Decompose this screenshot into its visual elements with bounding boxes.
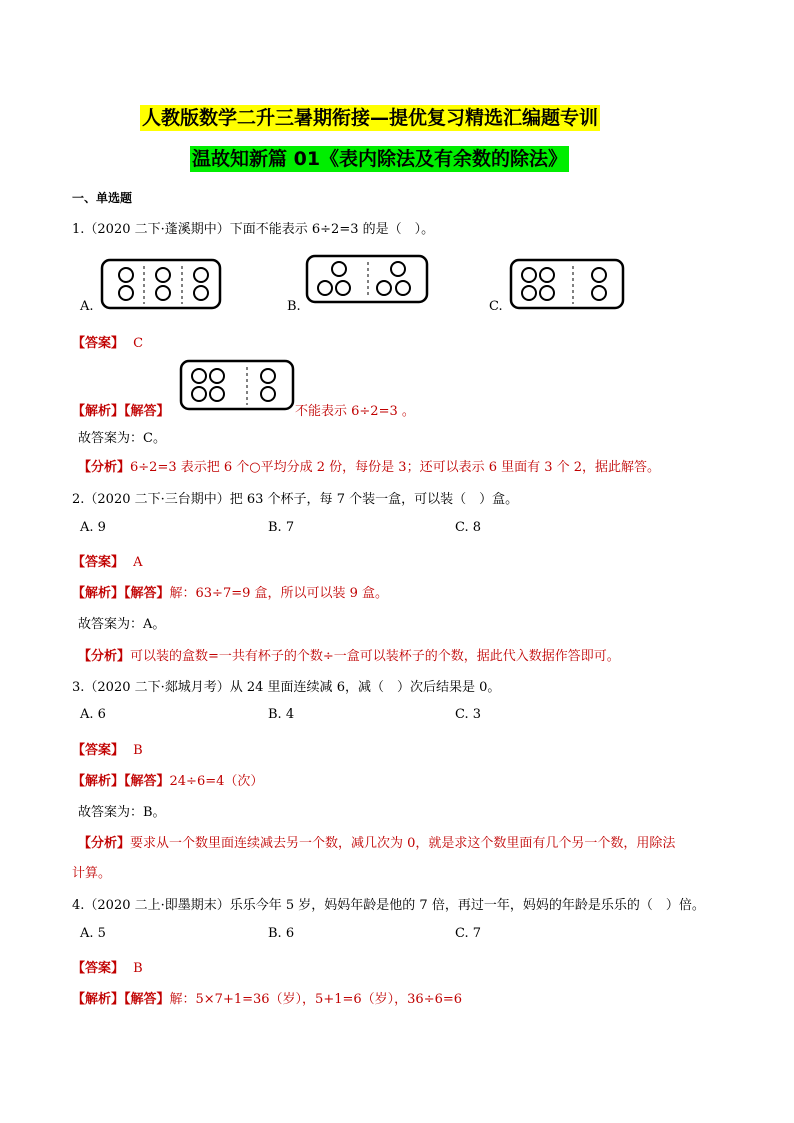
- q4-option-c: C. 7: [455, 926, 482, 941]
- fenxi-text: 可以装的盒数=一共有杯子的个数÷一盒可以装杯子的个数，据此代入数据作答即可。: [130, 649, 620, 664]
- q2-answer: [72, 551, 143, 570]
- q3-option-c: C. 3: [455, 707, 482, 722]
- answer-value: C: [133, 336, 144, 351]
- fenxi-tag: 【分析】: [78, 649, 131, 664]
- analysis-text: 解：5×7+1=36（岁），5+1=6（岁），36÷6=6: [169, 992, 463, 1007]
- q2-conclusion: 故答案为：A。: [78, 617, 166, 632]
- q1-option-c: C.: [489, 299, 503, 314]
- q1-analysis-figure: [179, 359, 295, 411]
- q3-option-a: A. 6: [80, 707, 106, 722]
- q3-analysis: [72, 770, 263, 789]
- q2-option-a: A. 9: [80, 520, 106, 535]
- analysis-tag: 【解析】【解答】: [72, 774, 170, 789]
- q3-stem: 3.（2020 二下·郯城月考）从 24 里面连续减 6，减（ ）次后结果是 0。: [72, 680, 501, 695]
- q1-analysis-tag: 【解析】【解答】: [72, 404, 170, 419]
- q1-analysis-text: 不能表示 6÷2=3 。: [295, 404, 415, 419]
- q1-answer: [72, 332, 143, 351]
- q4-answer: [72, 957, 143, 976]
- analysis-text: 24÷6=4（次）: [169, 774, 264, 789]
- answer-tag: 【答案】: [72, 336, 125, 351]
- fenxi-text: 要求从一个数里面连续减去另一个数，减几次为 0，就是求这个数里面有几个另一个数，用除法: [130, 836, 676, 851]
- q2-stem: 2.（2020 二下·三台期中）把 63 个杯子，每 7 个装一盒，可以装（ ）盒。: [72, 492, 519, 507]
- q3-conclusion: 故答案为：B。: [78, 805, 166, 820]
- q4-option-a: A. 5: [80, 926, 106, 941]
- fenxi-tag: 【分析】: [78, 460, 131, 475]
- q1-figure-a: [100, 258, 222, 310]
- analysis-tag: 【解析】【解答】: [72, 992, 170, 1007]
- q2-analysis: [72, 582, 388, 601]
- q4-analysis: [72, 988, 462, 1007]
- q2-option-c: C. 8: [455, 520, 482, 535]
- answer-value: B: [133, 961, 143, 976]
- analysis-tag: 【解析】【解答】: [72, 586, 170, 601]
- q1-figure-b: [305, 254, 429, 304]
- fenxi-tag: 【分析】: [78, 836, 131, 851]
- q1-stem: 1.（2020 二下·蓬溪期中）下面不能表示 6÷2=3 的是（ ）。: [72, 222, 435, 237]
- section-heading: 一、单选题: [72, 191, 133, 205]
- q3-option-b: B. 4: [268, 707, 295, 722]
- q2-fenxi: [78, 645, 620, 664]
- q4-option-b: B. 6: [268, 926, 295, 941]
- q1-option-b: B.: [287, 299, 301, 314]
- answer-tag: 【答案】: [72, 961, 125, 976]
- q3-fenxi: [78, 832, 675, 851]
- q1-conclusion: 故答案为：C。: [78, 431, 166, 446]
- fenxi-text: 6÷2=3 表示把 6 个○平均分成 2 份，每份是 3；还可以表示 6 里面有 3 个 2，据此解答。: [130, 460, 661, 475]
- q4-stem: 4.（2020 二上·即墨期末）乐乐今年 5 岁，妈妈年龄是他的 7 倍，再过一年，妈妈的年龄是乐乐的（ ）倍。: [72, 898, 705, 913]
- answer-tag: 【答案】: [72, 743, 125, 758]
- q1-fenxi: [78, 456, 660, 475]
- q2-option-b: B. 7: [268, 520, 295, 535]
- analysis-text: 解：63÷7=9 盒，所以可以装 9 盒。: [169, 586, 389, 601]
- q3-answer: [72, 739, 143, 758]
- q1-option-a: A.: [80, 299, 94, 314]
- answer-value: A: [133, 555, 143, 570]
- q1-figure-c: [509, 258, 625, 310]
- answer-value: B: [133, 743, 143, 758]
- answer-tag: 【答案】: [72, 555, 125, 570]
- doc-title: 人教版数学二升三暑期衔接—提优复习精选汇编题专训: [142, 107, 599, 129]
- q3-fenxi-cont: 计算。: [72, 866, 112, 881]
- doc-subtitle: 温故知新篇 01《表内除法及有余数的除法》: [192, 148, 568, 170]
